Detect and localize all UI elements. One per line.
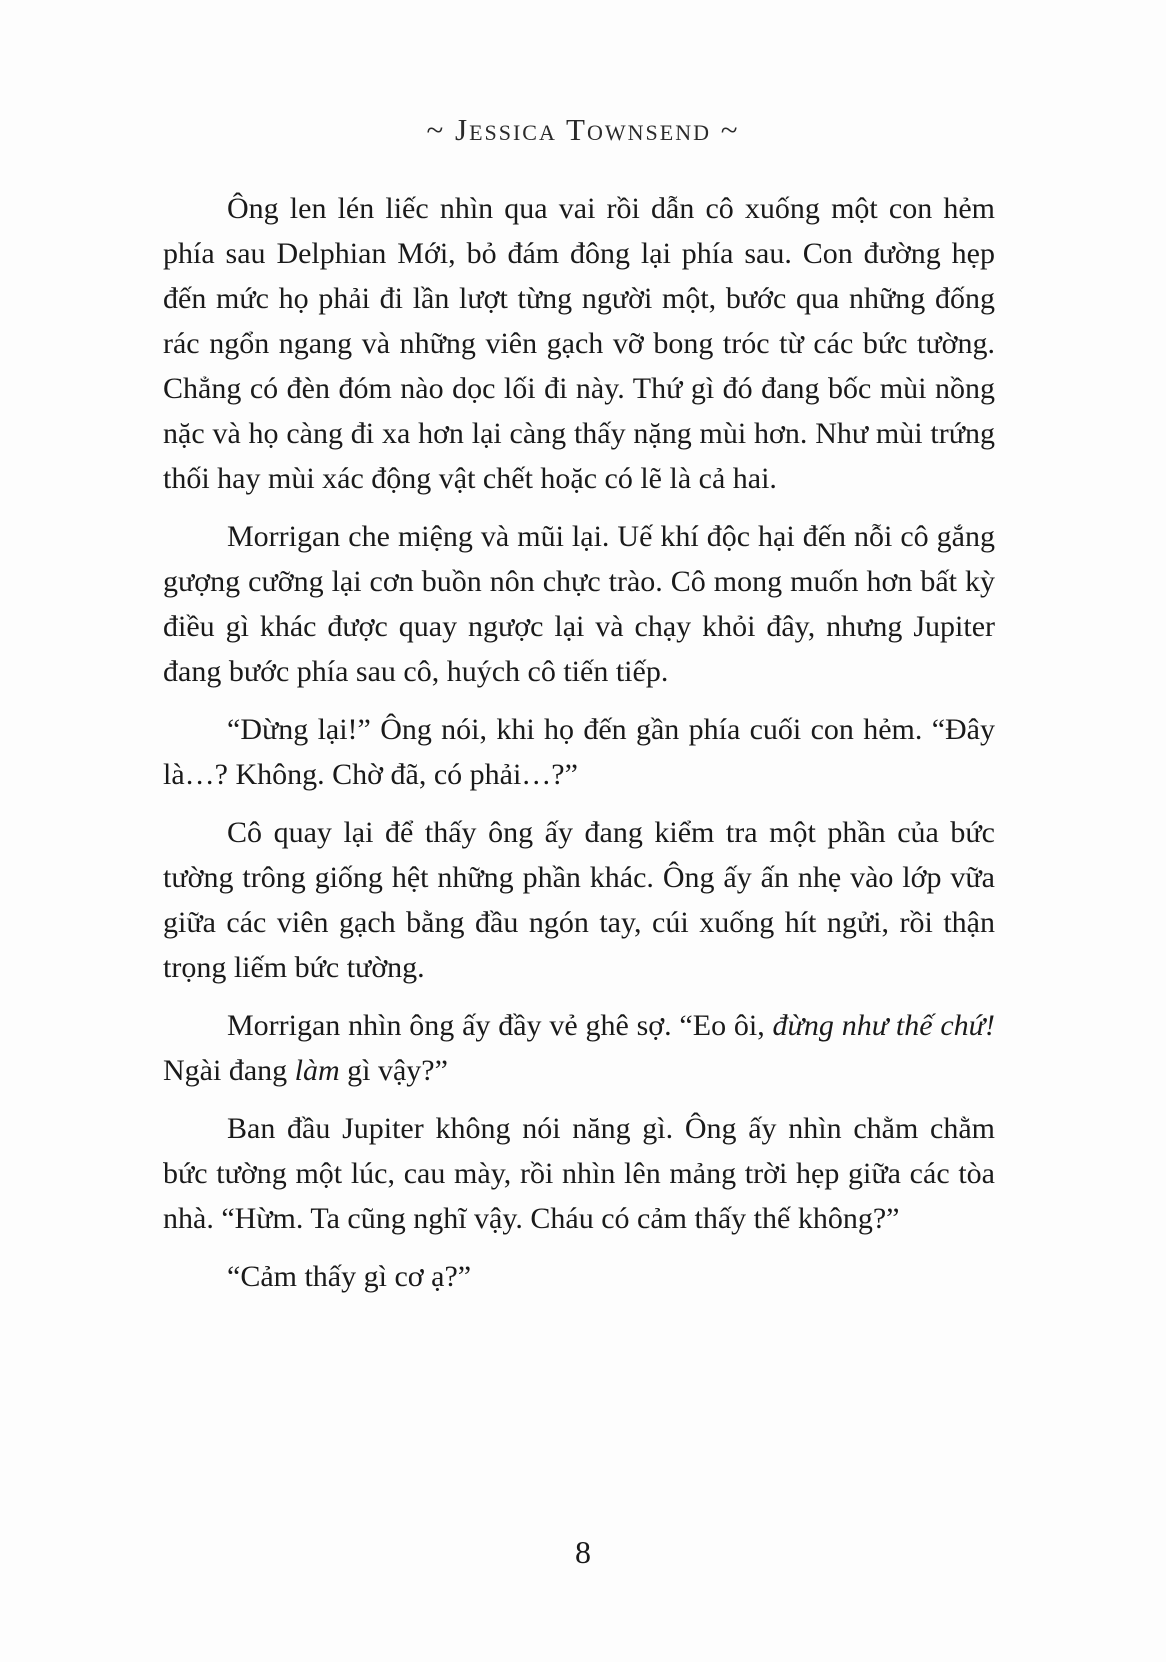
running-header-text: ~ Jessica Townsend ~ (426, 112, 740, 147)
text-segment: “Dừng lại!” Ông nói, khi họ đến gần phía cuối con hẻm. “Đây là…? Không. Chờ đã, có phải…?” (163, 713, 995, 791)
text-segment: Cô quay lại để thấy ông ấy đang kiểm tra một phần của bức tường trông giống hệt những phần khác. Ông ấy ấn nhẹ vào lớp vữa giữa các viên gạch bằng đầu ngón tay, cúi xuống hít ngửi, rồi thận trọng liếm bức tường. (163, 816, 995, 984)
text-segment: Morrigan nhìn ông ấy đầy vẻ ghê sợ. “Eo ôi, (227, 1009, 773, 1042)
italic-text-segment: đừng như thế chứ! (772, 1009, 996, 1042)
italic-text-segment: làm (294, 1054, 340, 1087)
text-segment: gì vậy?” (339, 1054, 448, 1087)
paragraph (163, 1254, 995, 1299)
paragraph (163, 1003, 995, 1093)
paragraph (163, 1106, 995, 1241)
text-segment: Morrigan che miệng và mũi lại. Uế khí độc hại đến nỗi cô gắng gượng cưỡng lại cơn buồn nôn chực trào. Cô mong muốn hơn bất kỳ điều gì khác được quay ngược lại và chạy khỏi đây, nhưng Jupiter đang bước phía sau cô, huých cô tiến tiếp. (163, 520, 995, 688)
running-header (0, 112, 1166, 148)
text-segment: Ngài đang (163, 1054, 295, 1087)
paragraph (163, 707, 995, 797)
body-text-block (163, 186, 995, 1299)
text-segment: “Cảm thấy gì cơ ạ?” (227, 1260, 472, 1293)
text-segment: Ban đầu Jupiter không nói năng gì. Ông ấy nhìn chằm chằm bức tường một lúc, cau mày, rồi nhìn lên mảng trời hẹp giữa các tòa nhà. “Hừm. Ta cũng nghĩ vậy. Cháu có cảm thấy thế không?” (163, 1112, 995, 1235)
paragraph (163, 186, 995, 501)
page-number: 8 (575, 1534, 591, 1570)
paragraph (163, 514, 995, 694)
text-segment: Ông len lén liếc nhìn qua vai rồi dẫn cô xuống một con hẻm phía sau Delphian Mới, bỏ đám đông lại phía sau. Con đường hẹp đến mức họ phải đi lần lượt từng người một, bước qua những đống rác ngổn ngang và những viên gạch vỡ bong tróc từ các bức tường. Chẳng có đèn đóm nào dọc lối đi này. Thứ gì đó đang bốc mùi nồng nặc và họ càng đi xa hơn lại càng thấy nặng mùi hơn. Như mùi trứng thối hay mùi xác động vật chết hoặc có lẽ là cả hai. (163, 192, 995, 495)
paragraph (163, 810, 995, 990)
